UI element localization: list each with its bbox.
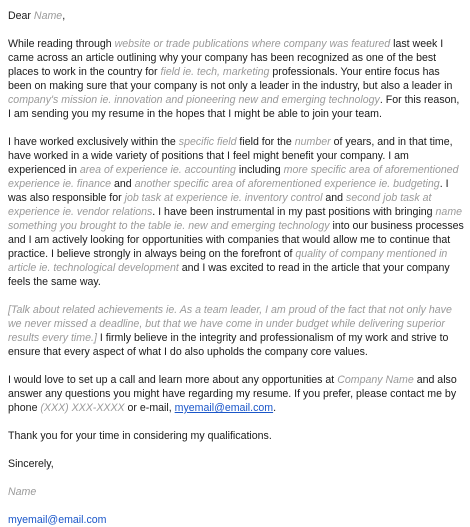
job-task-placeholder: job task at experience ie. inventory control (124, 192, 323, 204)
signature-name-placeholder: Name (8, 486, 37, 498)
recipient-name-placeholder: Name (33, 10, 63, 22)
achievements-paragraph (8, 303, 464, 359)
second-job-task-placeholder: second job task at experience ie. vendor relations (8, 192, 432, 218)
thanks-paragraph: Thank you for your time in considering my qualifications. (8, 430, 272, 442)
text-segment: . I have been instrumental in my past positions with bringing (152, 206, 436, 218)
area-of-experience-placeholder: area of experience ie. accounting (79, 164, 236, 176)
text-segment: or e-mail, (124, 402, 175, 414)
experience-paragraph (8, 135, 464, 289)
company-name-placeholder: Company Name (337, 374, 414, 386)
salutation: Dear (8, 10, 31, 22)
text-segment: . (273, 402, 277, 414)
specific-area-placeholder: more specific area of aforementioned experience ie. finance (8, 164, 459, 190)
mission-placeholder: company's mission ie. innovation and pioneering new and emerging technology (8, 94, 380, 106)
another-area-placeholder: another specific area of aforementioned experience ie. budgeting (134, 178, 440, 190)
signature-email (8, 513, 464, 527)
greeting-line (8, 9, 464, 23)
contact-paragraph (8, 373, 464, 415)
text-segment: . I was also responsible for (8, 178, 449, 204)
signature-name (8, 485, 464, 499)
text-segment: and (111, 178, 135, 190)
text-segment: I have worked exclusively within the (8, 136, 179, 148)
text-segment: into our business processes and I am actively looking for opportunities with companies that would allow me to continue that practice. I believe strongly in always being on the forefront of (8, 220, 464, 260)
text-segment: field for the (236, 136, 295, 148)
text-segment: . For this reason, I am sending you my resume in the hopes that I might be able to join your team. (8, 94, 460, 120)
contribution-placeholder: name something you brought to the table ie. new and emerging technology (8, 206, 463, 232)
signature-email-link[interactable]: myemail@email.com (8, 514, 107, 526)
greeting-comma: , (62, 10, 66, 22)
intro-paragraph (8, 37, 464, 121)
email-link[interactable]: myemail@email.com (174, 402, 274, 414)
achievements-placeholder: [Talk about related achievements ie. As a team leader, I am proud of the fact that not only have we never missed a deadline, but that we have come in under budget while delivering superior results every time.] (8, 304, 452, 344)
text-segment: of years, and in that time, have worked in a wide variety of positions that I feel might benefit your company. I am experienced in (8, 136, 453, 176)
text-segment: and also answer any questions you might have regarding my resume. If you prefer, please contact me by phone (8, 374, 457, 414)
text-segment: professionals. Your entire focus has been on making sure that your company is not only a leader in the industry, but also a leader in (8, 66, 453, 92)
number-placeholder: number (294, 136, 331, 148)
text-segment: and I was excited to read in the article that your company feels the same way. (8, 262, 450, 288)
text-segment: including (235, 164, 284, 176)
publication-placeholder: website or trade publications where company was featured (114, 38, 391, 50)
company-quality-placeholder: quality of company mentioned in article ie. technological development (8, 248, 448, 274)
text-segment: While reading through (8, 38, 115, 50)
field-placeholder: field ie. tech, marketing (160, 66, 270, 78)
text-segment: I would love to set up a call and learn more about any opportunities at (8, 374, 338, 386)
text-segment: last week I came across an article outlining why your company has been recognized as one of the best places to work in the country for (8, 38, 444, 78)
specific-field-placeholder: specific field (178, 136, 237, 148)
text-segment: I firmly believe in the integrity and professionalism of my work and strive to ensure that every aspect of what I do also upholds the company core values. (8, 332, 449, 358)
text-segment: and (322, 192, 347, 204)
closing-line: Sincerely, (8, 458, 54, 470)
phone-placeholder: (XXX) XXX-XXXX (40, 402, 125, 414)
